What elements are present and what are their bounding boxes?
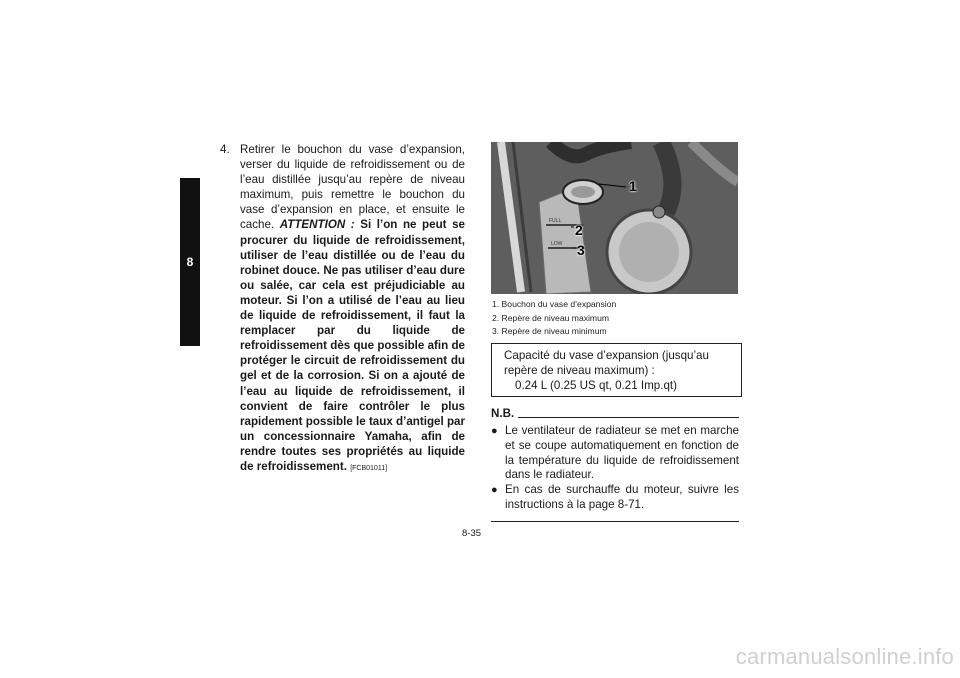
note-title: N.B. — [491, 407, 515, 420]
legend-item-3: 3. Repère de niveau minimum — [492, 326, 607, 336]
chapter-number: 8 — [186, 255, 194, 269]
capacity-spec-box — [491, 343, 742, 397]
spec-value: 0.24 L (0.25 US qt, 0.21 Imp.qt) — [515, 379, 677, 392]
step-number: 4. — [220, 143, 230, 156]
expansion-tank-photo — [491, 142, 738, 294]
expansion-tank-illustration — [491, 142, 738, 294]
step-body — [240, 142, 465, 476]
bullet-icon: ● — [491, 425, 498, 437]
callout-3: 3 — [577, 242, 585, 258]
legend-item-1: 1. Bouchon du vase d’expansion — [492, 299, 617, 309]
note-rule — [518, 417, 739, 418]
note-bottom-rule — [491, 521, 739, 522]
watermark: carmanualsonline.info — [735, 644, 954, 669]
warning-text: Si l’on ne peut se procurer du liquide de refroidissement, utiliser de l’eau distillée ou de l’eau du robinet douce. Ne pas utiliser d’eau dure ou salée, car cela est préjudiciable au moteur. Si l’on a utilisé de l’eau au lieu de liquide de refroidissement, il faut la remplacer par du liquide de refroidissement dès que possible afin de protéger le circuit de refroidissement du gel et de la corrosion. Si on a ajouté de l’eau au liquide de refroidissement, il convient de faire contrôler le plus rapidement possible le taux d’antigel par un concessionnaire Yamaha, afin de rendre toutes ses propriétés au liquide de refroidissement. — [240, 218, 465, 473]
page-number: 8-35 — [462, 528, 482, 539]
step-text: Retirer le bouchon du vase d’expansion, verser du liquide de refroidissement ou de l’eau distillée jusqu’au repère de niveau maximum, puis remettre le bouchon du vase d’expansion en place, et ensuite le cache. — [240, 143, 465, 232]
note-item — [491, 483, 739, 513]
chapter-tab — [180, 178, 200, 346]
note-item-text: Le ventilateur de radiateur se met en marche et se coupe automatiquement en fonction de la température du liquide de refroidissement dans le radiateur. — [505, 424, 739, 482]
spec-label: Capacité du vase d’expansion (jusqu’au repère de niveau maximum) : — [504, 349, 709, 377]
note-section — [491, 407, 739, 522]
full-mark: FULL — [549, 218, 562, 224]
attention-label: ATTENTION : — [279, 218, 355, 232]
low-mark: LOW — [551, 241, 563, 247]
legend-item-2: 2. Repère de niveau maximum — [492, 312, 610, 323]
note-item — [491, 424, 739, 483]
figure-legend — [492, 298, 742, 339]
bullet-icon: ● — [491, 484, 498, 497]
callout-2: 2 — [575, 222, 583, 238]
note-item-text: En cas de surchauffe du moteur, suivre les instructions à la page 8-71. — [505, 483, 739, 511]
instruction-step — [220, 142, 465, 476]
warning-code: [FCB01011] — [350, 464, 388, 472]
callout-1: 1 — [629, 178, 637, 194]
